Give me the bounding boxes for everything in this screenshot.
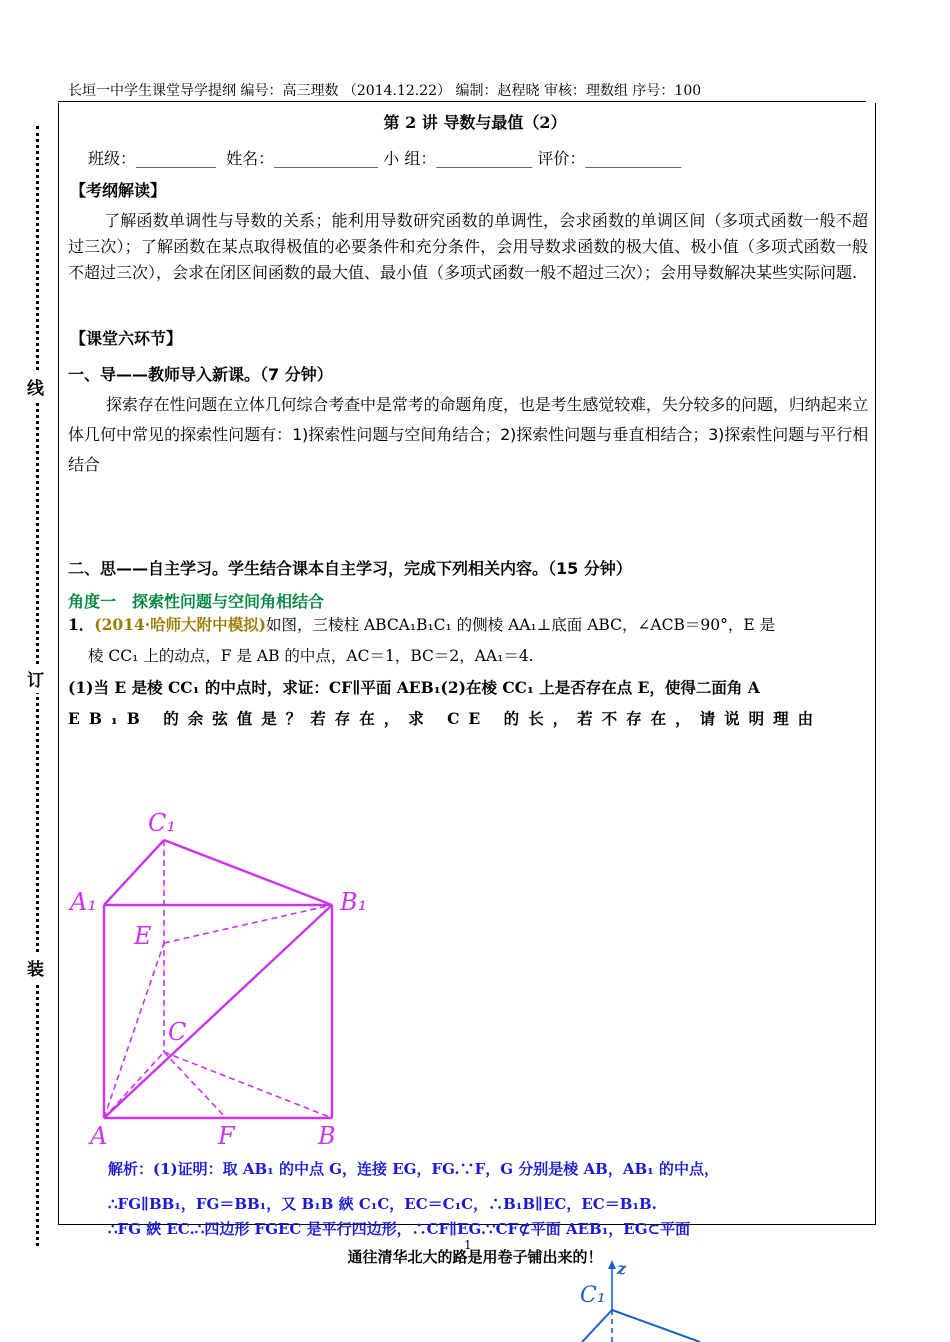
step1-text: 探索存在性问题在立体几何综合考查中是常考的命题角度，也是考生感觉较难，失分较多的问题，归纳起来立体几何中常见的探索性问题有：1)探索性问题与空间角结合；2)探索性问题与垂直相结合；3)探索性问题与平行相结合 <box>68 395 868 474</box>
page-number: 1 <box>464 1238 472 1252</box>
binding-label-xian: 线 <box>27 372 44 401</box>
label2-C1: C₁ <box>580 1283 606 1308</box>
solution-line-2: ∴FG∥BB₁，FG＝BB₁，又 B₁B 綊 C₁C，EC＝C₁C，∴B₁B∥EC，EC＝B₁B. <box>108 1195 657 1213</box>
page-footer-slogan: 通往清华北大的路是用卷子铺出来的！ <box>347 1248 603 1266</box>
header-rule <box>58 101 866 102</box>
step1-heading: 一、导——教师导入新课。（7 分钟） <box>68 365 333 384</box>
coordinate-figure <box>560 1252 760 1342</box>
lesson-title: 第 2 讲 导数与最值（2） <box>383 113 567 132</box>
binding-label-zhuang: 装 <box>27 953 44 982</box>
label-B1: B₁ <box>340 888 368 916</box>
prism-solid-edges <box>104 840 332 1118</box>
label-A: A <box>90 1122 108 1150</box>
label-C: C <box>168 1018 187 1046</box>
problem-line-1 <box>68 609 868 641</box>
label-E: E <box>134 922 152 950</box>
edge-left <box>582 1310 612 1342</box>
label2-z: z <box>617 1259 627 1278</box>
section-heading-syllabus: 【考纲解读】 <box>70 181 167 200</box>
document-header: 长垣一中学生课堂导学提纲 编号：高三理数 （2014.12.22） 编制：赵程晓 审核：理数组 序号：100 <box>68 83 702 99</box>
syllabus-text: 了解函数单调性与导数的关系；能利用导数研究函数的单调性，会求函数的单调区间（多项式函数一般不超过三次）；了解函数在某点取得极值的必要条件和充分条件，会用导数求函数的极大值、极小值（多项式函数一般不超过三次），会求在闭区间函数的最大值、最小值（多项式函数一般不超过三次）；会用导数解决某些实际问题. <box>68 211 868 282</box>
problem-line-4: EB₁B 的余弦值是？若存在，求 CE 的长，若不存在，请说明理由 <box>68 709 823 728</box>
student-info-line: 班级：__________ 姓名：_____________ 小 组：____________ 评价：____________ <box>88 149 682 168</box>
problem-block <box>68 609 868 734</box>
problem-line-2: 棱 CC₁ 上的动点，F 是 AB 的中点，AC＝1，BC＝2，AA₁＝4. <box>88 647 534 665</box>
step2-heading: 二、思——自主学习。学生结合课本自主学习，完成下列相关内容。（15 分钟） <box>68 559 632 578</box>
label-B: B <box>318 1122 336 1150</box>
problem-source: (2014·哈师大附中模拟) <box>94 615 267 634</box>
edge-right <box>612 1310 700 1342</box>
problem-line-1-text: 如图，三棱柱 ABCA₁B₁C₁ 的侧棱 AA₁⊥底面 ABC，∠ACB＝90°，E 是 <box>266 616 776 634</box>
prism-hidden-edges <box>104 840 332 1118</box>
prism-figure <box>60 800 390 1155</box>
label-A1: A₁ <box>70 888 97 916</box>
solution-line-1: 解析：(1)证明：取 AB₁ 的中点 G，连接 EG，FG.∵F，G 分别是棱 AB，AB₁ 的中点， <box>108 1160 719 1178</box>
problem-number: 1． <box>68 615 95 634</box>
angle1-heading: 角度一 探索性问题与空间角相结合 <box>68 592 325 611</box>
label-C1: C₁ <box>148 809 176 837</box>
z-axis-arrow-icon <box>608 1260 616 1269</box>
solution-line-3: ∴FG 綊 EC.∴四边形 FGEC 是平行四边形，∴CF∥EG.∵CF⊄平面 AEB₁，EG⊂平面 <box>108 1220 691 1238</box>
problem-line-3: (1)当 E 是棱 CC₁ 的中点时，求证：CF∥平面 AEB₁(2)在棱 CC₁ 上是否存在点 E，使得二面角 A <box>68 678 760 697</box>
label-F: F <box>218 1122 235 1150</box>
section-heading-six-steps: 【课堂六环节】 <box>70 329 183 348</box>
binding-label-ding: 订 <box>27 664 44 693</box>
